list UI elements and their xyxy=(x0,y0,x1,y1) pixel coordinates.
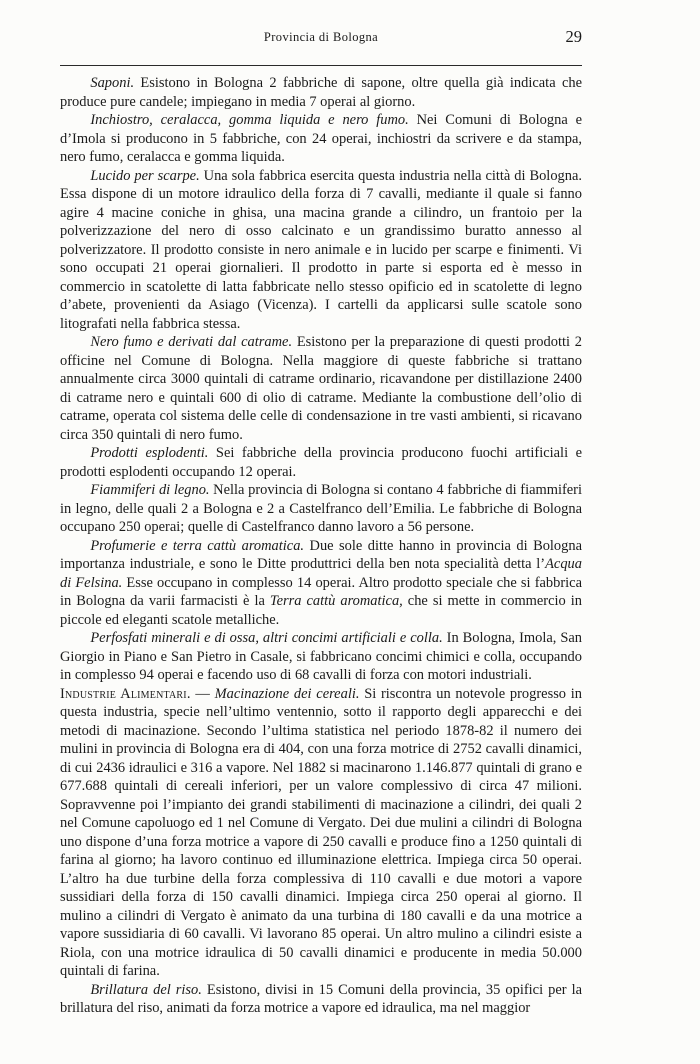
body-text xyxy=(60,74,582,1018)
product-name-acqua-di-felsina: Acqua di Felsina. xyxy=(60,556,582,591)
paragraph-esplodenti xyxy=(60,444,582,481)
paragraph-perfosfati xyxy=(60,629,582,685)
section-title-macinazione: Macinazione dei cereali. xyxy=(214,685,360,702)
section-title-nero-fumo: Nero fumo e derivati dal catrame. xyxy=(90,334,293,350)
section-title-inchiostro: Inchiostro, ceralacca, gomma liquida e nero fumo. xyxy=(90,112,409,128)
paragraph-saponi xyxy=(60,74,582,111)
section-title-saponi: Saponi. xyxy=(90,75,135,91)
paragraph-text: In Bologna, Imola, San Giorgio in Piano e San Pietro in Casale, si fabbricano concimi chimici e colla, occupando in complesso 94 operai e facendo uso di 68 cavalli di forza con motori industriali. xyxy=(60,630,582,683)
paragraph-text: Esistono, divisi in 15 Comuni della provincia, 35 opifici per la brillatura del riso, animati da forza motrice a vapore ed idraulica, ma nel maggior xyxy=(60,981,582,1016)
section-title-esplodenti: Prodotti esplodenti. xyxy=(90,445,209,461)
page-number: 29 xyxy=(565,27,582,46)
running-title: Provincia di Bologna xyxy=(263,30,379,44)
running-head xyxy=(60,26,582,50)
section-title-profumerie: Profumerie e terra cattù aromatica. xyxy=(90,537,305,554)
section-title-perfosfati: Perfosfati minerali e di ossa, altri concimi artificiali e colla. xyxy=(90,630,443,646)
paragraph-text: Una sola fabbrica esercita questa industria nella città di Bologna. Essa dispone di un motore idraulico della forza di 7 cavalli, mediante il quale si fanno agire 4 macine coniche in ghisa, una macina grande a cilindro, un frantoio per la polverizzazione del nero di osso calcinato e un grandissimo buratto annesso al polverizzatore. Il prodotto consiste in nero animale e in lucido per scarpe e finimenti. Vi sono occupati 21 operai giornalieri. Il prodotto in parte si esporta ed è messo in commercio in scatolette di latta fabbricate nello stesso opificio ed in scatolette di legno d’abete, provenienti da Asiago (Vicenza). I cartelli da applicarsi sulle scatole sono litografati nella fabbrica stessa. xyxy=(60,167,582,332)
paragraph-text: Esistono in Bologna 2 fabbriche di sapone, oltre quella già indicata che produce pure candele; impiegano in media 7 operai al giorno. xyxy=(60,75,582,110)
paragraph-text: Nella provincia di Bologna si contano 4 fabbriche di fiammiferi in legno, delle quali 2 a Bologna e 2 a Castelfranco dell’Emilia. Le fabbriche di Bologna occupano 250 operai; quelle di Castelfranco danno lavoro a 56 persone. xyxy=(60,482,582,535)
paragraph-nero-fumo xyxy=(60,333,582,444)
header-rule xyxy=(60,65,582,66)
section-title-brillatura: Brillatura del riso. xyxy=(90,981,202,998)
chapter-heading-industrie-alimentari: Industrie Alimentari. xyxy=(60,685,191,702)
paragraph-text: Due sole ditte hanno in provincia di Bologna importanza industriale, e sono le Ditte produttrici della ben nota specialità detta l’ xyxy=(60,537,582,572)
paragraph-fiammiferi xyxy=(60,481,582,537)
paragraph-text: Esse occupano in complesso 14 operai. Altro prodotto speciale che si fabbrica in Bologna da varii farmacisti è la xyxy=(60,574,582,609)
section-title-lucido: Lucido per scarpe. xyxy=(90,167,200,184)
paragraph-brillatura xyxy=(60,981,582,1018)
product-name-terra-cattu: Terra cattù aromatica, xyxy=(269,593,403,609)
paragraph-inchiostro xyxy=(60,111,582,167)
paragraph-lucido xyxy=(60,167,582,334)
paragraph-text: Nei Comuni di Bologna e d’Imola si producono in 5 fabbriche, con 24 operai, inchiostri da scrivere e da stampa, nero fumo, ceralacca e gomma liquida. xyxy=(60,112,582,165)
paragraph-text: Esistono per la preparazione di questi prodotti 2 officine nel Comune di Bologna. Nella maggiore di queste fabbriche si trattano annualmente circa 3000 quintali di catrame ordinario, ricavandone per distillazione 2400 di catrame nero e quintali 600 di olio di catrame. Mediante la combustione dell’olio di catrame, operata col sistema delle celle di condensazione in tre vasti ambienti, si ricavano circa 350 quintali di nero fumo. xyxy=(60,334,582,443)
paragraph-macinazione xyxy=(60,685,582,981)
paragraph-text: Si riscontra un notevole progresso in questa industria, specie nell’ultimo ventennio, sotto il rapporto degli apparecchi e dei metodi di macinazione. Secondo l’ultima statistica nel periodo 1878-82 il numero dei mulini in provincia di Bologna era di 404, con una forza motrice di 2752 cavalli dinamici, di cui 2436 idraulici e 316 a vapore. Nel 1882 si macinarono 1.146.877 quintali di grano e 677.688 quintali di cereali inferiori, per un valore complessivo di circa 47 milioni. Sopravvenne poi l’impianto dei grandi stabilimenti di macinazione a cilindri, dei quali 2 nel Comune capoluogo ed 1 nel Comune di Vergato. Dei due mulini a cilindri di Bologna uno dispone d’una forza motrice a vapore di 250 cavalli e produce fino a 1250 quintali di farina al giorno; ha lavoro continuo ed illuminazione elettrica. Impiega circa 50 operai. L’altro ha due turbine della forza complessiva di 110 cavalli e due motori a vapore sussidiari della forza di 150 cavalli dinamici. Impiega circa 250 operai al giorno. Il mulino a cilindri di Vergato è animato da una turbina di 180 cavalli e da una motrice a vapore sussidiaria di 60 cavalli. Vi lavorano 85 operai. Un altro mulino a cilindri esiste a Riola, con una motrice idraulica di 50 cavalli dinamici e producente in media 50.000 quintali di farina. xyxy=(60,685,583,979)
paragraph-text: Sei fabbriche della provincia producono fuochi artificiali e prodotti esplodenti occupando 12 operai. xyxy=(60,445,582,480)
paragraph-text: che si mette in commercio in piccole ed eleganti scatole metalliche. xyxy=(60,593,582,628)
heading-dash: — xyxy=(190,685,215,702)
section-title-fiammiferi: Fiammiferi di legno. xyxy=(90,482,210,498)
paragraph-profumerie xyxy=(60,537,582,630)
